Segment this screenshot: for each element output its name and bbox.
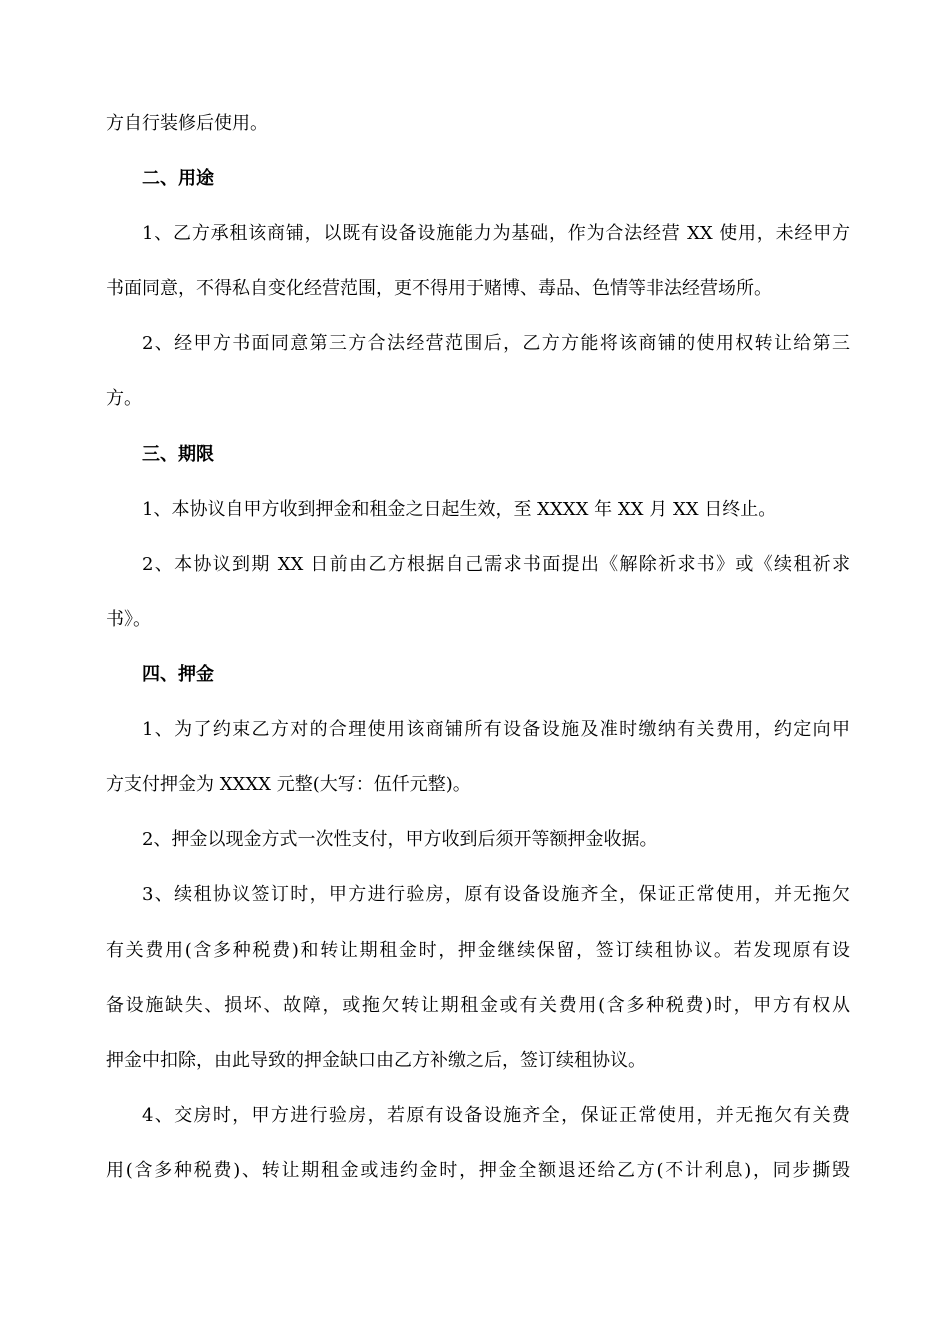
clause-purpose-2-line-1: 2、经甲方书面同意第三方合法经营范围后，乙方方能将该商铺的使用权转让给第三 bbox=[142, 333, 850, 354]
section-heading-term: 三、期限 bbox=[142, 444, 214, 465]
clause-deposit-3-line-2: 有关费用(含多种税费)和转让期租金时，押金继续保留，签订续租协议。若发现原有设 bbox=[106, 940, 850, 961]
clause-deposit-4-line-1: 4、交房时，甲方进行验房，若原有设备设施齐全，保证正常使用，并无拖欠有关费 bbox=[142, 1105, 850, 1126]
section-heading-deposit: 四、押金 bbox=[142, 664, 214, 685]
clause-term-1: 1、本协议自甲方收到押金和租金之日起生效，至 XXXX 年 XX 月 XX 日终止。 bbox=[142, 499, 777, 520]
clause-deposit-1-line-2: 方支付押金为 XXXX 元整(大写：伍仟元整)。 bbox=[106, 774, 471, 795]
clause-deposit-3-line-4: 押金中扣除，由此导致的押金缺口由乙方补缴之后，签订续租协议。 bbox=[106, 1050, 646, 1071]
clause-purpose-1-line-1: 1、乙方承租该商铺，以既有设备设施能力为基础，作为合法经营 XX 使用，未经甲方 bbox=[142, 223, 850, 244]
section-heading-purpose: 二、用途 bbox=[142, 168, 214, 189]
clause-deposit-3-line-3: 备设施缺失、损坏、故障，或拖欠转让期租金或有关费用(含多种税费)时，甲方有权从 bbox=[106, 995, 850, 1016]
clause-deposit-2: 2、押金以现金方式一次性支付，甲方收到后须开等额押金收据。 bbox=[142, 829, 658, 850]
clause-term-2-line-1: 2、本协议到期 XX 日前由乙方根据自己需求书面提出《解除祈求书》或《续租祈求 bbox=[142, 554, 850, 575]
paragraph-continuation: 方自行装修后使用。 bbox=[106, 113, 268, 134]
clause-purpose-1-line-2: 书面同意，不得私自变化经营范围，更不得用于赌博、毒品、色情等非法经营场所。 bbox=[106, 278, 772, 299]
clause-purpose-2-line-2: 方。 bbox=[106, 388, 142, 409]
clause-deposit-4-line-2: 用(含多种税费)、转让期租金或违约金时，押金全额退还给乙方(不计利息)，同步撕毁 bbox=[106, 1160, 850, 1181]
clause-deposit-3-line-1: 3、续租协议签订时，甲方进行验房，原有设备设施齐全，保证正常使用，并无拖欠 bbox=[142, 884, 850, 905]
clause-deposit-1-line-1: 1、为了约束乙方对的合理使用该商铺所有设备设施及准时缴纳有关费用，约定向甲 bbox=[142, 719, 850, 740]
clause-term-2-line-2: 书》。 bbox=[106, 609, 151, 630]
